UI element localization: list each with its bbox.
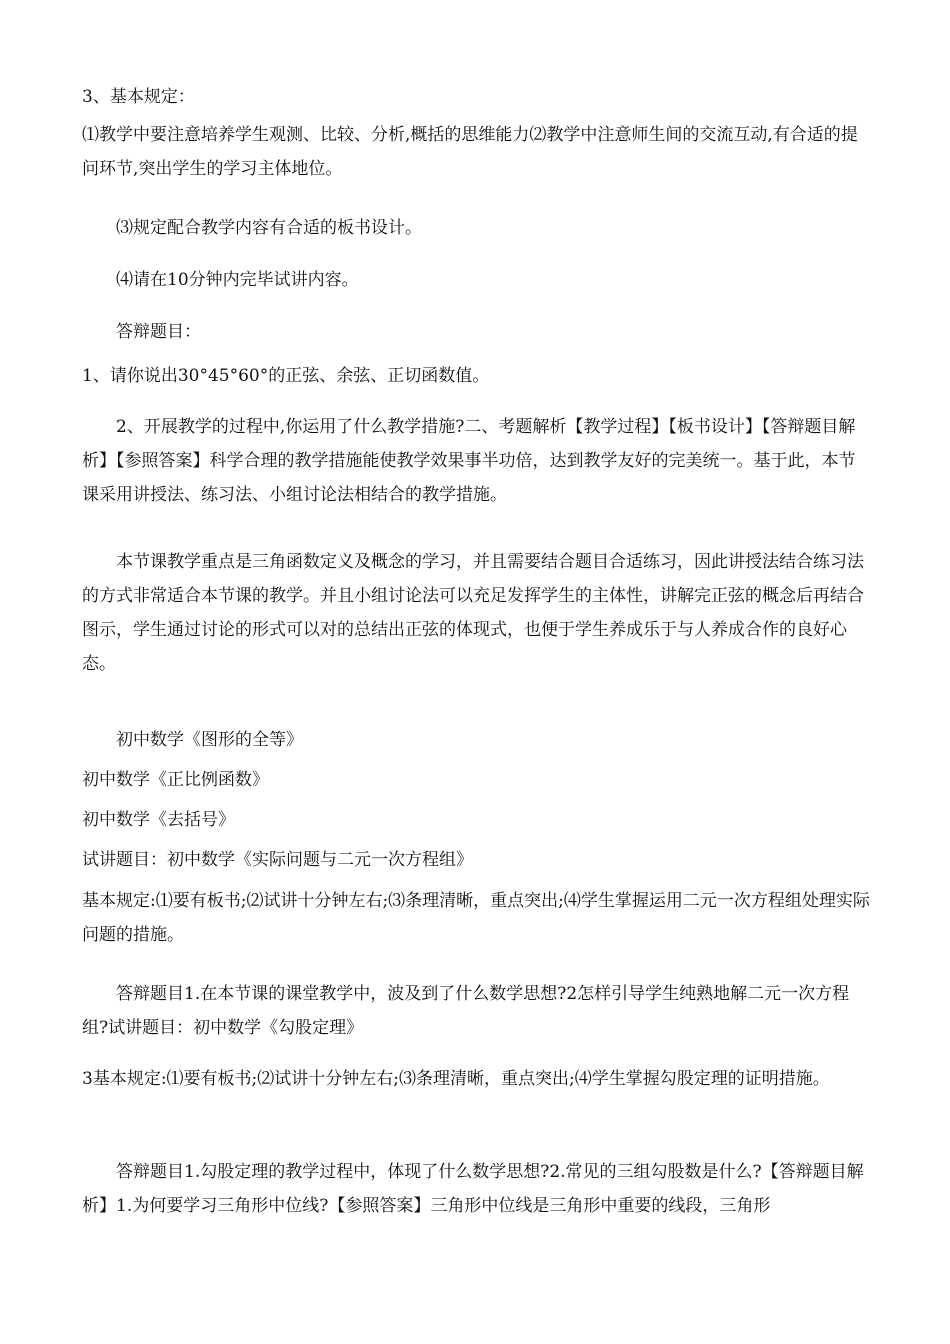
paragraph-defense-q2: 2、开展教学的过程中,你运用了什么教学措施?二、考题解析【教学过程】【板书设计】【答辩题目解析】【参照答案】科学合理的教学措施能使教学效果事半功倍，达到教学友好的完美统一。基于此，本节课采用讲授法、练习法、小组讨论法相结合的教学措施。 [82, 417, 856, 505]
paragraph-defense-equations: 答辩题目1.在本节课的课堂教学中，波及到了什么数学思想?2怎样引导学生纯熟地解二元一次方程组?试讲题目：初中数学《勾股定理》 [82, 984, 850, 1038]
paragraph-topic-congruence: 初中数学《图形的全等》 [116, 730, 303, 750]
paragraph-pythagoras-requirements: 3基本规定:⑴要有板书;⑵试讲十分钟左右;⑶条理清晰，重点突出;⑷学生掌握勾股定理的证明措施。 [82, 1069, 830, 1089]
paragraph-topic-brackets: 初中数学《去括号》 [82, 810, 235, 830]
paragraph-defense-q1: 1、请你说出30°45°60°的正弦、余弦、正切函数值。 [82, 366, 490, 386]
paragraph-defense-pythagoras: 答辩题目1.勾股定理的教学过程中，体现了什么数学思想?2.常见的三组勾股数是什么?【答辩题目解析】1.为何要学习三角形中位线?【参照答案】三角形中位线是三角形中重要的线段，三角形 [82, 1162, 864, 1216]
paragraph-requirement-4: ⑷请在10分钟内完毕试讲内容。 [116, 270, 359, 290]
paragraph-trial-topic: 试讲题目：初中数学《实际问题与二元一次方程组》 [82, 850, 473, 870]
paragraph-defense-heading: 答辩题目： [116, 322, 201, 342]
paragraph-basic-requirements: 基本规定:⑴要有板书;⑵试讲十分钟左右;⑶条理清晰，重点突出;⑷学生掌握运用二元一次方程组处理实际问题的措施。 [82, 891, 870, 945]
paragraph-requirement-3: ⑶规定配合教学内容有合适的板书设计。 [116, 218, 422, 238]
paragraph-analysis: 本节课教学重点是三角函数定义及概念的学习，并且需要结合题目合适练习，因此讲授法结合练习法的方式非常适合本节课的教学。并且小组讨论法可以充足发挥学生的主体性，讲解完正弦的概念后再结合图示，学生通过讨论的形式可以对的总结出正弦的体现式，也便于学生养成乐于与人养成合作的良好心态。 [82, 552, 864, 674]
paragraph-topic-proportional: 初中数学《正比例函数》 [82, 770, 269, 790]
paragraph-requirement-1-2: ⑴教学中要注意培养学生观测、比较、分析,概括的思维能力⑵教学中注意师生间的交流互动,有合适的提问环节,突出学生的学习主体地位。 [82, 125, 858, 179]
paragraph-requirements-heading: 3、基本规定： [82, 87, 195, 107]
